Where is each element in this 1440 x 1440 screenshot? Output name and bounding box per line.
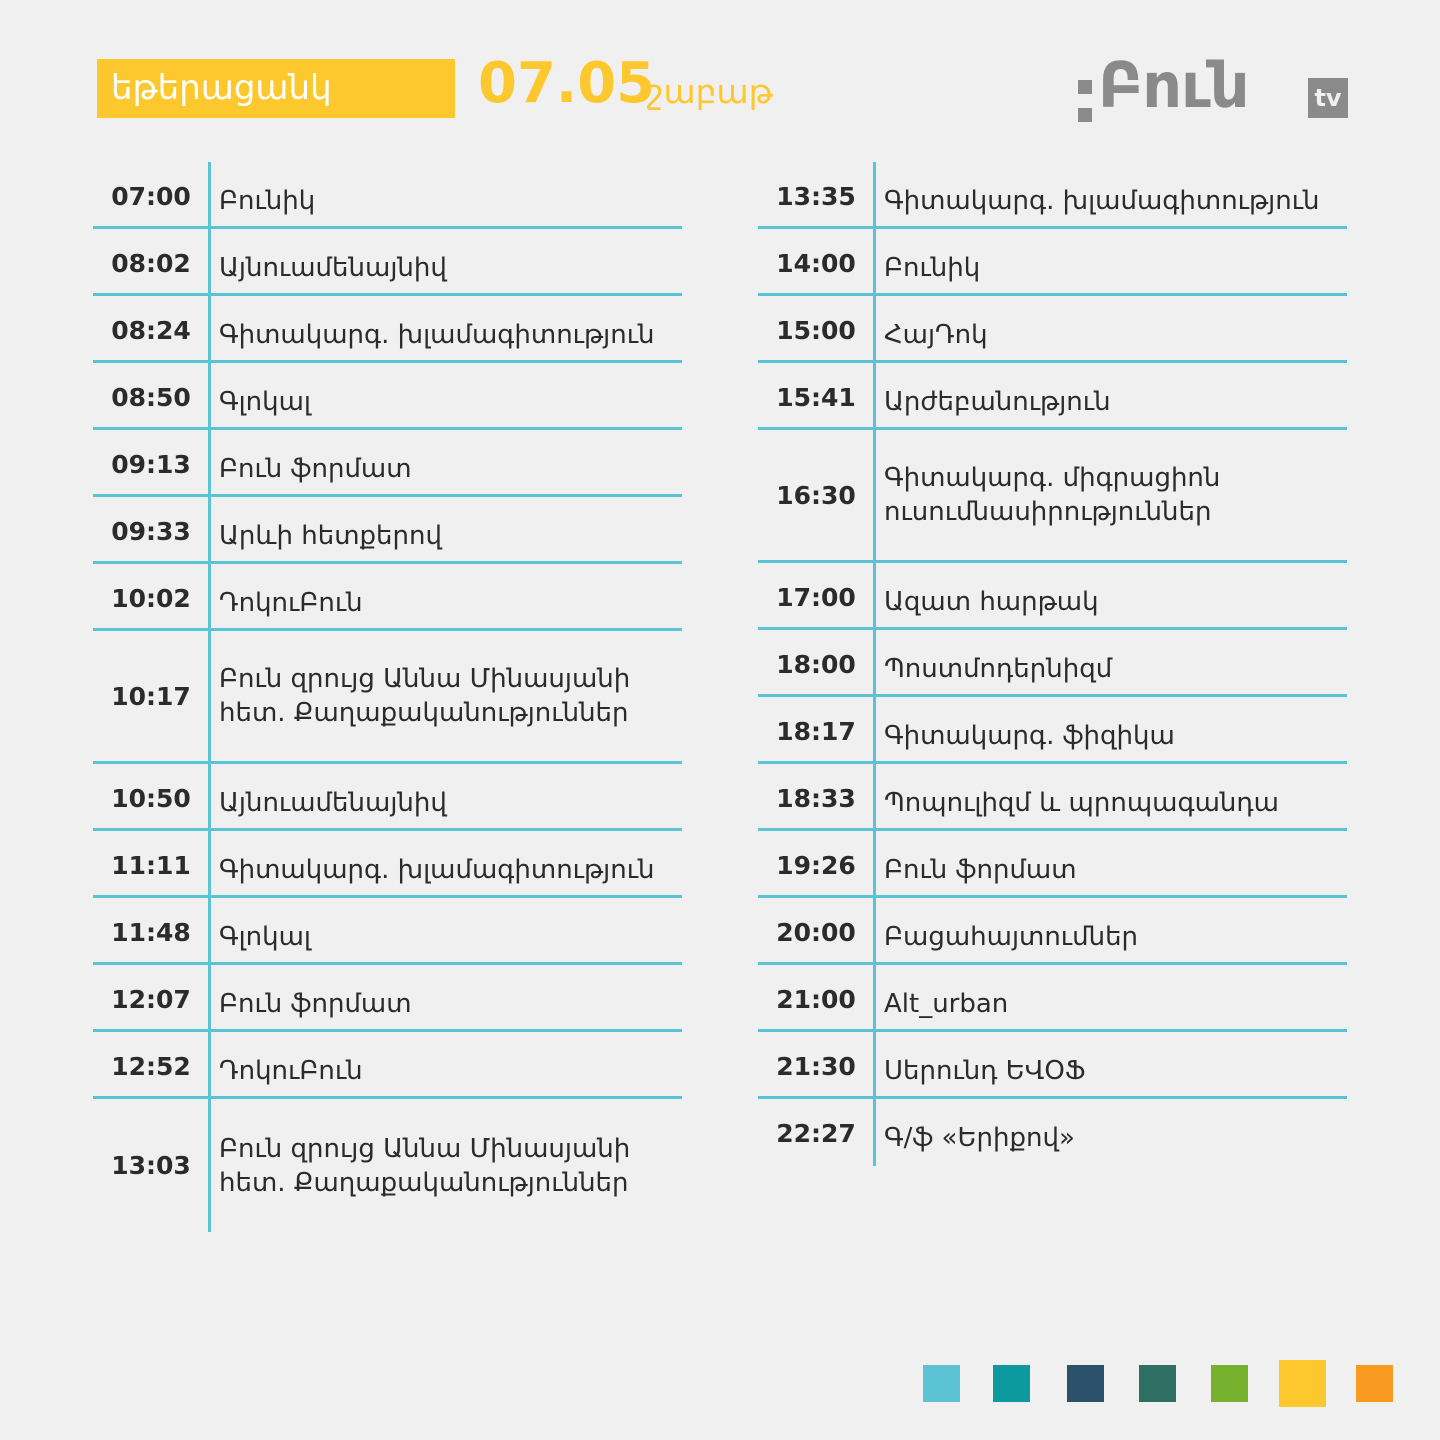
column-divider — [208, 631, 211, 764]
schedule-row — [758, 563, 1347, 630]
column-divider — [873, 430, 876, 563]
column-divider — [873, 563, 876, 630]
program-time: 21:00 — [776, 985, 856, 1014]
program-title: ԴոկուԲուն — [219, 1056, 363, 1086]
color-swatch — [993, 1365, 1030, 1402]
program-time: 12:07 — [111, 985, 191, 1014]
schedule-row — [93, 764, 682, 831]
column-divider — [873, 1032, 876, 1099]
schedule-row — [93, 162, 682, 229]
column-divider — [208, 764, 211, 831]
schedule-row — [758, 1099, 1347, 1166]
column-divider — [208, 831, 211, 898]
program-title: Բունիկ — [884, 253, 981, 283]
schedule-row — [93, 1099, 682, 1232]
column-divider — [873, 697, 876, 764]
channel-logo — [1078, 49, 1348, 122]
schedule-row — [758, 296, 1347, 363]
program-title: ԴոկուԲուն — [219, 588, 363, 618]
program-time: 22:27 — [776, 1119, 856, 1148]
schedule-label: եթերացանկ — [97, 59, 455, 118]
program-title: Գլոկալ — [219, 922, 311, 952]
program-time: 12:52 — [111, 1052, 191, 1081]
column-divider — [208, 296, 211, 363]
program-title: Գիտակարգ. խլամագիտություն — [219, 320, 655, 350]
program-time: 08:50 — [111, 383, 191, 412]
schedule-row — [758, 898, 1347, 965]
schedule-row — [758, 831, 1347, 898]
program-title: Պոպուլիզմ և պրոպագանդա — [884, 788, 1279, 818]
program-time: 17:00 — [776, 583, 856, 612]
program-time: 15:00 — [776, 316, 856, 345]
schedule-date: 07.05 — [478, 51, 656, 116]
program-title: Այնուամենայնիվ — [219, 253, 447, 283]
program-time: 10:02 — [111, 584, 191, 613]
program-time: 18:00 — [776, 650, 856, 679]
color-swatch-strip — [0, 1360, 1440, 1410]
schedule-row — [93, 631, 682, 764]
column-divider — [208, 229, 211, 296]
program-time: 18:33 — [776, 784, 856, 813]
column-divider — [208, 1099, 211, 1232]
schedule-row — [758, 1032, 1347, 1099]
schedule-row — [758, 430, 1347, 563]
program-time: 08:24 — [111, 316, 191, 345]
program-time: 13:35 — [776, 182, 856, 211]
column-divider — [208, 430, 211, 497]
schedule-row — [758, 630, 1347, 697]
program-title: Բուն ֆորմատ — [884, 855, 1077, 885]
program-title: Բունիկ — [219, 186, 316, 216]
logo-wordmark: Բուն — [1098, 49, 1249, 122]
column-divider — [208, 965, 211, 1032]
schedule-row — [93, 229, 682, 296]
schedule-row — [93, 965, 682, 1032]
column-divider — [873, 1099, 876, 1166]
program-title: Գիտակարգ. ֆիզիկա — [884, 721, 1175, 751]
program-title: Արժեբանություն — [884, 387, 1111, 417]
schedule-row — [758, 363, 1347, 430]
program-time: 20:00 — [776, 918, 856, 947]
column-divider — [208, 162, 211, 229]
logo-tv-badge: tv — [1308, 78, 1348, 118]
schedule-row — [93, 898, 682, 965]
program-title: Գիտակարգ. միգրացիոն ուսումնասիրություններ — [884, 463, 1221, 527]
column-divider — [873, 630, 876, 697]
column-divider — [873, 831, 876, 898]
program-time: 09:33 — [111, 517, 191, 546]
schedule-row — [93, 831, 682, 898]
column-divider — [873, 363, 876, 430]
column-divider — [873, 296, 876, 363]
program-title: Սերունդ ԵՎՕՖ — [884, 1056, 1086, 1086]
program-time: 10:50 — [111, 784, 191, 813]
program-title: Գիտակարգ. խլամագիտություն — [884, 186, 1320, 216]
column-divider — [208, 564, 211, 631]
schedule-row — [93, 296, 682, 363]
program-time: 08:02 — [111, 249, 191, 278]
program-title: Արևի հետքերով — [219, 521, 442, 551]
column-divider — [873, 229, 876, 296]
program-title: Ազատ հարթակ — [884, 587, 1099, 617]
program-title: Գլոկալ — [219, 387, 311, 417]
program-time: 10:17 — [111, 682, 191, 711]
program-time: 15:41 — [776, 383, 856, 412]
schedule-row — [93, 1032, 682, 1099]
program-title: Բուն զրույց Աննա Մինասյանի հետ. Քաղաքականություններ — [219, 1134, 631, 1198]
logo-colon-mark — [1078, 80, 1094, 122]
color-swatch — [1067, 1365, 1104, 1402]
program-title: Գ/ֆ «Երիքով» — [884, 1123, 1075, 1153]
color-swatch — [1279, 1360, 1326, 1407]
column-divider — [208, 898, 211, 965]
program-title: ՀայԴոկ — [884, 320, 988, 350]
schedule-row — [93, 564, 682, 631]
program-time: 09:13 — [111, 450, 191, 479]
color-swatch — [1211, 1365, 1248, 1402]
program-title: Alt_urban — [884, 989, 1009, 1019]
schedule-row — [758, 229, 1347, 296]
column-divider — [873, 162, 876, 229]
schedule-row — [93, 363, 682, 430]
program-time: 11:48 — [111, 918, 191, 947]
column-divider — [208, 363, 211, 430]
color-swatch — [1356, 1365, 1393, 1402]
program-title: Գիտակարգ. խլամագիտություն — [219, 855, 655, 885]
program-title: Այնուամենայնիվ — [219, 788, 447, 818]
program-time: 21:30 — [776, 1052, 856, 1081]
column-divider — [208, 1032, 211, 1099]
schedule-row — [93, 497, 682, 564]
program-time: 19:26 — [776, 851, 856, 880]
program-title: Պոստմոդերնիզմ — [884, 654, 1113, 684]
program-time: 14:00 — [776, 249, 856, 278]
schedule-row — [93, 430, 682, 497]
program-time: 16:30 — [776, 481, 856, 510]
color-swatch — [923, 1365, 960, 1402]
schedule-row — [758, 697, 1347, 764]
schedule-column-right — [758, 162, 1347, 1166]
program-title: Բուն ֆորմատ — [219, 989, 412, 1019]
program-title: Բուն ֆորմատ — [219, 454, 412, 484]
program-title: Բուն զրույց Աննա Մինասյանի հետ. Քաղաքականություններ — [219, 664, 631, 728]
program-time: 07:00 — [111, 182, 191, 211]
schedule-row — [758, 965, 1347, 1032]
column-divider — [873, 965, 876, 1032]
program-time: 18:17 — [776, 717, 856, 746]
schedule-row — [758, 162, 1347, 229]
program-title: Բացահայտումներ — [884, 922, 1139, 952]
schedule-column-left — [93, 162, 682, 1232]
schedule-row — [758, 764, 1347, 831]
program-time: 13:03 — [111, 1151, 191, 1180]
schedule-weekday: շաբաթ — [647, 72, 774, 111]
column-divider — [873, 764, 876, 831]
column-divider — [208, 497, 211, 564]
program-time: 11:11 — [111, 851, 191, 880]
color-swatch — [1139, 1365, 1176, 1402]
column-divider — [873, 898, 876, 965]
